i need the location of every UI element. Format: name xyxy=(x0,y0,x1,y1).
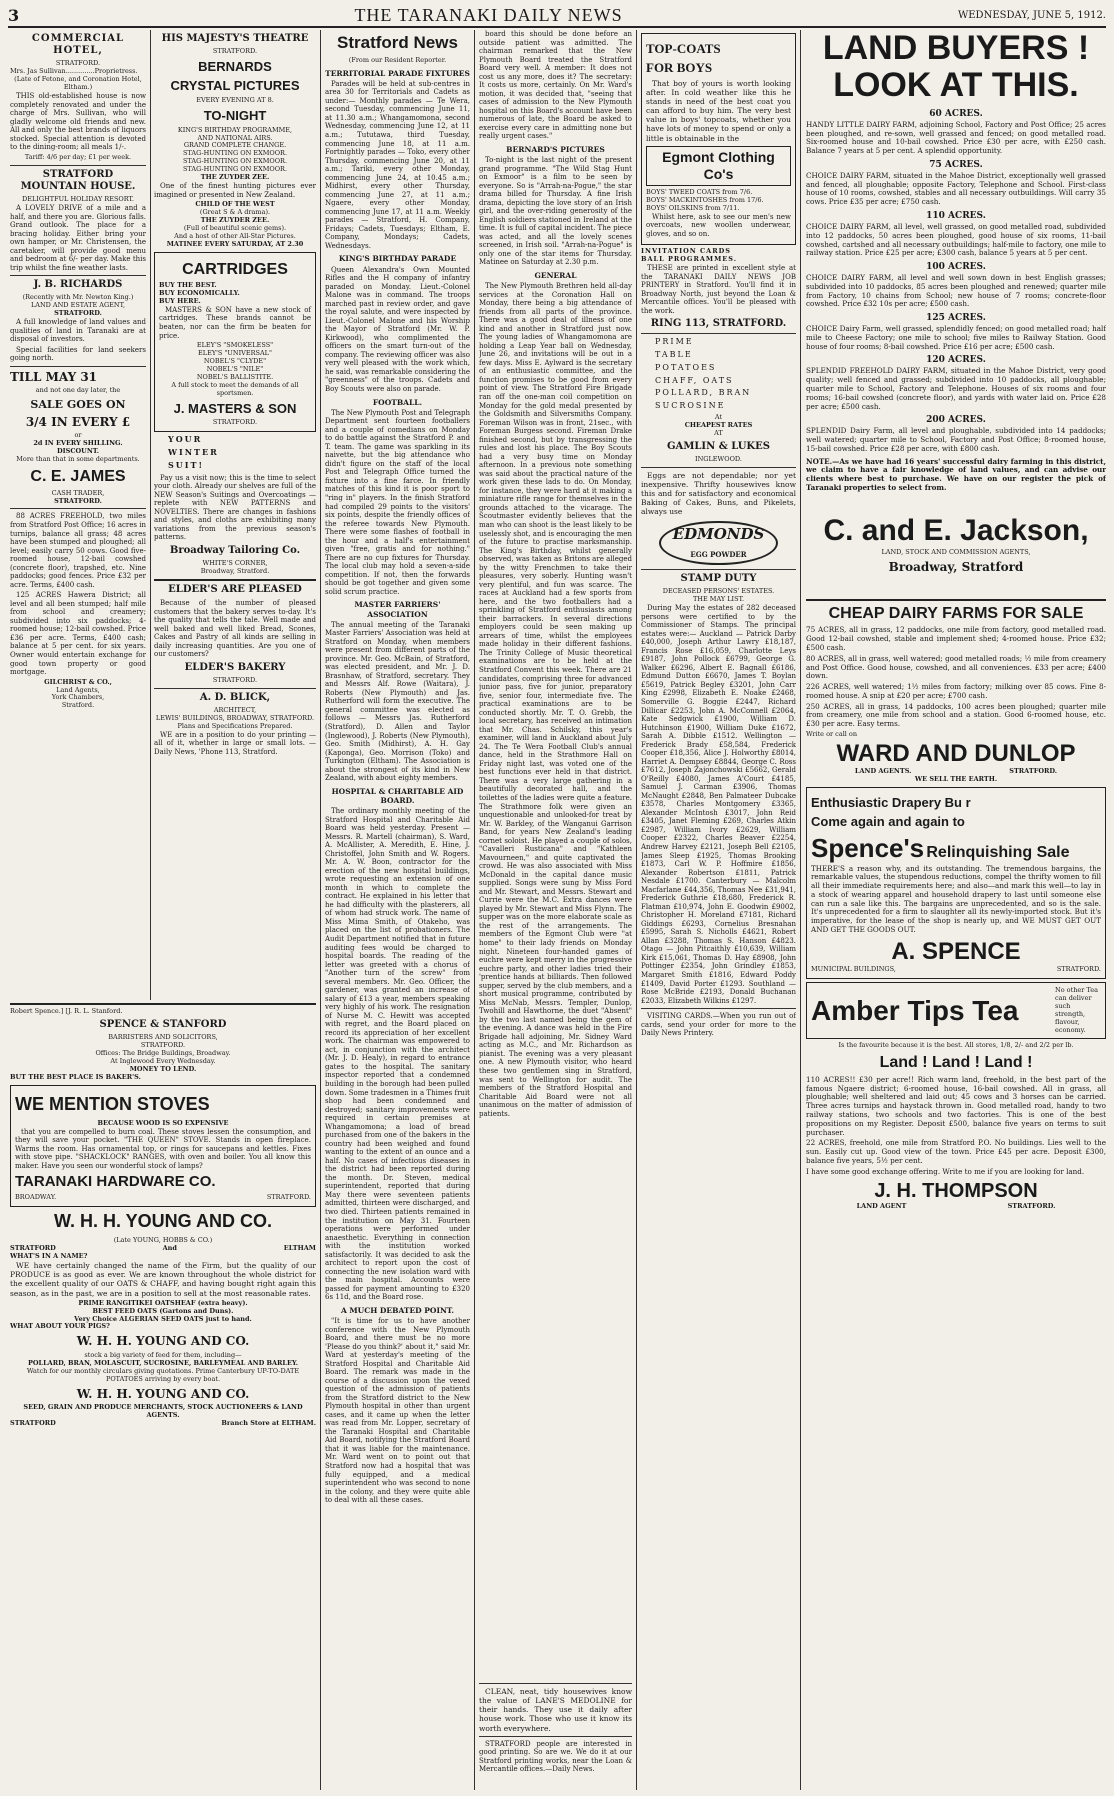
hardware-b: STRATFORD. xyxy=(266,1193,311,1202)
brand-3: NOBEL'S "NILE" xyxy=(206,364,264,373)
edmonds-a: EDMONDS xyxy=(672,524,765,543)
a-spence-address xyxy=(811,966,1101,974)
section-heading: GENERAL xyxy=(534,270,577,280)
host: And a host of other All-Star Pictures. xyxy=(174,231,296,240)
young-stock: stock a big variety of feed for them, including— xyxy=(84,1350,242,1359)
land-buyers: LAND BUYERS ! xyxy=(822,30,1090,67)
amber-tips: Amber Tips Tea xyxy=(811,994,1019,1026)
page-number: 3 xyxy=(8,5,20,25)
section-heading: TERRITORIAL PARADE FIXTURES xyxy=(325,68,470,78)
jackson-name: C. and E. Jackson, xyxy=(823,513,1089,547)
stamp-duty: STAMP DUTY xyxy=(680,573,757,585)
produce-at2: AT xyxy=(714,428,723,437)
mountain-body: A LOVELY DRIVE of a mile and a half, and there you are. Glorious falls. Grand outlook. The place for a bracing holiday. Either bring your own hamper, or Mr. Christensen, the caretaker, will provide good menu and bedroom at 6/- per day. Make this trip whilst the fine weather lasts. xyxy=(10,204,146,272)
farm-head: 75 ACRES. xyxy=(929,159,983,170)
cheap-item: 80 ACRES, all in grass, well watered; good metalled roads; ½ mile from creamery and Post Office. Good house, cowshed, and all conveniences. £33 per acre; £400 down. xyxy=(806,653,1106,681)
invitation-body: THESE are printed in excellent style at the TARANAKI DAILY NEWS JOB PRINTERY in Stratford. You'll find it in Broadway North, just beyond the Loan & Mercantile offices. You'll be pleased with the work. xyxy=(641,264,796,315)
aspence-b: STRATFORD. xyxy=(1056,965,1101,974)
section-heading: A MUCH DEBATED POINT. xyxy=(340,1305,455,1315)
column-rule xyxy=(150,30,151,1000)
gilchrist-addr: York Chambers, xyxy=(51,693,105,702)
column-1 xyxy=(10,30,146,995)
spence-place: STRATFORD. xyxy=(140,1041,186,1050)
stoves-body: that you are compelled to burn coal. These stoves lessen the consumption, and they will save your pocket. "THE QUEEN" STOVE. Stands in open fireplace. Warms the room. Has ornamental top, or rings for saucepans and kettles. Fixes with stove pipe. "SHACKLOCK" RANGES, with oven and boiler. You all know this maker. Have you seen our wonderful stock of lamps? xyxy=(15,1127,311,1170)
young-body: WE have certainly changed the name of the Firm, but the quality of our PRODUCE is as good as ever. We are known throughout the whole district for the excellent quality of our OATS & CHAFF, and having bought right again this season, as in the past, we are in a position to sell at the most reasonable rates. xyxy=(10,1261,316,1298)
visiting-cards: VISITING CARDS.—When you run out of cards, send your order for more to the Daily News Printery. xyxy=(641,1012,796,1038)
gilchrist-role: Land Agents, xyxy=(56,685,100,694)
farm-body: SPLENDID FREEHOLD DAIRY FARM, situated in the Mahoe District, very good quality; well fenced and grassed; subdivided into 10 paddocks, all ploughable; quarter mile to School, Factory and Telephone. Houses of six rooms and four rooms; 16-bail cowshed (concrete floor), and yards with water laid on. Price £28 per acre; £500 cash. xyxy=(806,366,1106,411)
divider xyxy=(806,599,1106,601)
ball-programmes: BALL PROGRAMMES. xyxy=(641,255,737,264)
masters-name: J. MASTERS & SON xyxy=(173,400,297,416)
richards-name: J. B. RICHARDS xyxy=(33,279,123,291)
buy-0: BUY THE BEST. xyxy=(159,281,217,290)
brand-2: NOBEL'S "CLYDE" xyxy=(203,356,267,365)
stoves-ad xyxy=(10,1085,316,1208)
winter-c: SUIT! xyxy=(168,459,204,470)
broadway-addr: WHITE'S CORNER, xyxy=(202,558,268,567)
amber-side: No other Tea can deliver such strength, flavour, economy. xyxy=(1055,985,1098,1034)
farm-body: CHOICE Dairy Farm, well grassed, splendidly fenced; on good metalled road; half mile to Cheese Factory; one mile to school; five miles to Railway Station. Good house of four rooms; 8-bail cowshed. Price £16 per acre; £500 cash. xyxy=(806,324,1106,351)
column-rule xyxy=(800,30,801,1790)
discount-or: or xyxy=(74,431,82,440)
spence-body: THERE'S a reason why, and its outstanding. The tremendous bargains, the remarkable values, the stupendous reductions, compel the thrifty women to fill all their immediate requirements here; and also—and mark this well—to lay in a stock of wearing apparel and household drapery to last until someone else can run a sale like this. The bargains are unprecedented, and so is the sale. It's unprecedented for a firm to slaughter all its newly-imported stock. But it's imperative, for the lease of the shop is nearly up, and WE MUST GET OUT AND GET THE GOODS OUT. xyxy=(811,863,1101,934)
masters-stock: A full stock to meet the demands of all sportsmen. xyxy=(171,380,299,397)
young-name2: W. H. H. YOUNG AND CO. xyxy=(76,1334,250,1349)
blick-name: A. D. BLICK, xyxy=(199,691,271,703)
article-paragraph: The New Plymouth Brethren held all-day services at the Coronation Hall on Monday, there being a big attendance of friends from all parts of the province. There was a good deal of illness of one kind and another in Stratford just now. The young ladies of Whangamomona are holding a Leap Year ball on Wednesday, June 26, and invitations will be out in a few days. Miss E. Aylward is the secretary of an enthusiastic committee, and the function promises to be good from every point of view. The Stratford Fire Brigade ran off the one-man coil competition on Monday for the gold medal presented by the Goldsmith and Silversmiths Company. Foreman Wilson was in front, 21sec., with Foreman Burgess second. Fireman Drake finished second, but by transgressing the rules and lost his place. The Boy Scouts had a very busy time on Monday afternoon. In a previous note something was said about the practical nature of the work given these lads to do. On Monday, for instance, they were hard at it making a miniature rifle range for themselves in the grounds attached to the vicarage. The Scoutmaster evidently believes that the man who can shoot is the least likely to be uselessly shot, and is encouraging the men of the future to practise marksmanship. The King's Birthday, whilst generally observed, was taken as Britons are alleged by the witty Frenchmen to take their pleasures, very soberly. Hunting wasn't very plentiful, and fun was scarce. The races at Auckland had a few sports from here, and the two footballers had a sprinkling of Stratford enthusiasts among their barrackers. In several directions employers could be seen making up arrears of time, whilst the employees made holiday in their different fashions. The Trinity College of Music theoretical examinations are to be held at the Stratford Convent this week. There are 21 candidates, comprising three for advanced junior pass, five for junior, preparatory five, senior four, intermediate five. The practical examinations are to be conducted shortly. Mr. T. O. Grebb, the local secretary, has received an intimation that Mr. Chas. Schilsky, this year's examiner, will land in Auckland about July 24. The Te Wera Football Club's annual dance, held in the Strathmore Hall on Friday night last, was voted one of the best functions ever held in that district. There was a very large gathering in a beautifully decorated hall, and the toilettes of the ladies were quite a feature. The Strathmore folk were given an unquestionable and unlooked-for treat by Mr. W. Barkley, of the Wanganui Garrison Band, for years New Zealand's leading cornet soloist. He played a couple of solos, "Cavalleri Rusticana" and "Kathleen Mavourneen," and quite captivated the crowd. He was also associated with Miss McDonald in the capital dance music supplied. Songs were sung by Miss Ford and Mr. Stewart, and Messrs. Stewart and Currie were the M.C. Extra dances were played by Mr. Stewart and Miss Flynn. The supper was on the more elaborate scale as the rest of the arrangements. The members of the Egmont Club were "at home" to their lady friends on Monday night. Nineteen four-handed games of euchre were kept merry in the progressive euchre party, and other ladies tried their 'prentice hands at billiards. Then followed supper, served by the club members, and a short musical programme, contributed by Miss McNab, Messrs. Templer, Dunlop, Twohill and Hawthorne, the duet "Absent" by the two last named being the gem of the evening. A dance was held in the Fire Brigade hall adjoining, Mr. Sidney Ward acting as M.C., and Mr. Richardson as pianist. The evening was a very pleasant one. A new Plymouth visitor, who heard these two gentlemen sing in Stratford, was sent to Wellington for audit. The members of the Stratford Hospital and Charitable Aid Board were not all unanimous on the matter of admission of patients. xyxy=(479,282,632,1118)
sell-earth: WE SELL THE EARTH. xyxy=(914,775,998,784)
young-where-a: STRATFORD xyxy=(10,1244,56,1253)
farm-head: 60 ACRES. xyxy=(929,108,983,119)
young-branch-a: STRATFORD xyxy=(10,1419,56,1428)
divider xyxy=(479,1736,632,1737)
article-paragraph: To-night is the last night of the present grand programme. "The Wild Stag Hunt on Exmoor" is a film to be seen by everyone. So is "Arrah-na-Pogue," the star drama billed for Thursday. A fine Irish drama, depicting the love story of an Irish girl, and the over-riding generosity of the English soldiers stationed in Ireland at the time. It is full of capital incident. The piece was acted, and all the lovely scenes screened, in Irish soil. "Arrah-na-Pogue" is only one of the star items for Thursday. Matinee on Saturday at 2.30 p.m. xyxy=(479,156,632,267)
tonight: TO-NIGHT xyxy=(203,107,267,123)
blick-addr: LEWIS' BUILDINGS, BROADWAY, STRATFORD. xyxy=(155,713,315,722)
watch-circulars: Watch for our monthly circulars giving quotations. Prime Canterbury UP-TO-DATE POTATOES arriving by every boat. xyxy=(26,1366,300,1383)
stamp-sub: DECEASED PERSONS' ESTATES. xyxy=(662,587,775,596)
farm-head: 100 ACRES. xyxy=(926,262,986,273)
masters-place: STRATFORD. xyxy=(212,418,258,427)
farm-head: 200 ACRES. xyxy=(926,415,986,426)
thompson-address xyxy=(806,1203,1106,1211)
farm-head: 110 ACRES. xyxy=(926,210,986,221)
divider xyxy=(154,579,316,581)
richards-place: STRATFORD. xyxy=(54,309,102,318)
spences: Spence's xyxy=(811,832,925,863)
spence-heading: Robert Spence.] [J. R. L. Stanford. xyxy=(10,1007,123,1015)
elder-body: Because of the number of pleased customers that the bakery serves to-day. It's the quality that tells the tale. Well made and well baked and well liked Bread, Scones, Cakes and Pastry of all kinds are selling in daily increasing quantities. Are you one of our customers? xyxy=(154,599,316,659)
spence-role: BARRISTERS AND SOLICITORS, xyxy=(108,1033,218,1042)
divider xyxy=(641,569,796,570)
ring-113: RING 113, STRATFORD. xyxy=(650,318,787,330)
hotel-late: (Late of Fetone, and Coronation Hotel, Eltham.) xyxy=(14,75,142,92)
may-title: TILL MAY 31 xyxy=(10,369,98,384)
divider xyxy=(641,467,796,468)
column-3 xyxy=(325,30,470,1790)
algerian-oats: Very Choice ALGERIAN SEED OATS just to hand. xyxy=(74,1314,252,1323)
whats-name: WHAT'S IN A NAME? xyxy=(10,1252,88,1261)
draper-b: Come again and again to xyxy=(811,813,965,829)
section-heading: MASTER FARRIERS' ASSOCIATION xyxy=(354,600,441,619)
article-paragraph: board this should be done before an outside patient was admitted. The chairman remarked that the New Plymouth Board treated the Stratford Board very well. A member: It does not cost us any more, does it? The secretary: It costs us more, certainly. On Mr. Ward's motion, it was decided that, "seeing that cases of admission to the New Plymouth hospital on this Board's account have been numerous of late, the Board be asked to exercise every care in admitting none but really urgent cases." xyxy=(479,30,632,141)
gamlin-lukes: GAMLIN & LUKES xyxy=(667,440,770,452)
article-paragraph: The New Plymouth Post and Telegraph Department sent fourteen footballers and a couple of comedians on Monday to do battle against the Stratford P. and T. team. The game was sparkling in its naivette, but the big attendance who didn't figure on the staff of the local Post and Telegraph Office turned the fixture into a fine farce. In friendly matches of this kind it is poor sport to "ring in" players. In the finish Stratford had compiled 29 points to the visitors' six points, despite the friendly offices of the referee towards New Plymouth. There were some flashes of football in the hour and a half's entertainment given "free, gratis and for nothing." There are no cup fixtures for Thursday. The local club may hold a seven-a-side competition. If not, then the forwards should be got together and given some solid scrum practice. xyxy=(325,408,470,596)
reporter: (From our Resident Reporter. xyxy=(348,55,447,64)
tonight-item-1: AND NATIONAL AIRS. xyxy=(197,133,273,142)
divider xyxy=(479,1683,632,1684)
draper-a: Enthusiastic Drapery Bu r xyxy=(811,795,971,811)
thompson-b: STRATFORD. xyxy=(1007,1201,1056,1210)
farm-body: CHOICE DAIRY FARM, situated in the Mahoe District, exceptionally well grassed and fenced, all ploughable; opposite Factory, Telephone and School. First-class house of 10 rooms, cowshed, stables and all necessary outbuildings. Will carry 35 cows. Price £35 per acre; £750 cash. xyxy=(806,170,1106,207)
broadway-place: Broadway, Stratford. xyxy=(200,566,270,575)
blick-plans: Plans and Specifications Prepared. xyxy=(177,721,293,730)
spence-headline xyxy=(811,833,1101,865)
cheapest-rates: CHEAPEST RATES xyxy=(684,420,753,429)
winter-body: Pay us a visit now; this is the time to select your cloth. Already our shelves are full of the NEW Season's Suitings and Overcoatings — replete with NEW PATTERNS and NOVELTIES. There are changes in fashions and styles, and cloths are exhibiting many variations from the previous season's patterns. xyxy=(154,473,316,542)
jackson-place: Broadway, Stratford xyxy=(888,560,1024,575)
divider xyxy=(154,688,316,689)
divider xyxy=(641,1008,796,1009)
prime-oats: PRIME RANGITIKEI OATSHEAF (extra heavy). xyxy=(78,1298,248,1307)
produce-4: POLLARD, BRAN xyxy=(655,388,752,398)
masthead xyxy=(8,4,1106,28)
divider xyxy=(10,366,146,367)
may-and: and not one day later, the xyxy=(35,386,121,395)
winter-b: WINTER xyxy=(168,447,219,458)
ward-dunlop: WARD AND DUNLOP xyxy=(836,739,1076,767)
column-5 xyxy=(641,30,796,1790)
section-heading: FOOTBALL. xyxy=(372,397,423,407)
spence-firm: SPENCE & STANFORD xyxy=(99,1018,227,1030)
relinquishing-sale: Relinquishing Sale xyxy=(926,843,1070,861)
stratford-people-ad: STRATFORD people are interested in good printing. So are we. We do it at our Stratford printing works, near the Loan & Mercantile offices.—Daily News. xyxy=(479,1739,632,1774)
hardware-name: TARANAKI HARDWARE CO. xyxy=(15,1173,216,1191)
spence-office: Offices: The Bridge Buildings, Broadway. xyxy=(95,1048,231,1057)
cartridges-title: CARTRIDGES xyxy=(182,260,288,278)
farm-body: CHOICE DAIRY FARM, all level, well grassed, on good metalled road, subdivided into 12 paddocks, 50 acres been ploughed, good house of six rooms, 11-bail cowshed, cartshed and all necessary outbuildings; half-mile to factory, one mile to railway station. Price £25 per acre; £300 cash, balance 5 years at 5 per cent. xyxy=(806,221,1106,258)
article-paragraph: The ordinary monthly meeting of the Stratford Hospital and Charitable Aid Board was held yesterday. Present — Messrs. R. Martell (chairman), S. Ward, A. McAllister, A. Meredith, E. Hine, J. Christoffel, John Smith and W. Rogers. Mr. A. W. Boon, contractor for the erection of the new hospital buildings, wrote requesting an extension of one month in which to complete the contract. He explained in his letter that he had difficulty with the plasterers, all of whom had struck work. The name of Miss Mima Smith, of Otakeho, was placed on the list of probationers. The Audit Department notified that in future auditing fees would be charged to hospital boards. The reading of the letter was greeted with a chorus of "Another turn of the screw" from several members. Mr. Geo. Officer, the gardener, was granted an increase of salary of £13 a year, members speaking very highly of his work. The resignation of Nurse M. C. Hewitt was accepted with regret, and the Board placed on record its appreciation of her excellent work. The chairman was empowered to act, in conjunction with the architect (Mr. J. D. Healy), in regard to entrance gates to the hospital. The sanitary inspector reported that a condemned building in the borough had been pulled down. Some tradesmen in a Thimes fruit shop had been condemned and destroyed; sanitary improvements were required in certain premises at Whangamomona; a load of bread purchased from one of the bakers in the country had been weighed and found wanting to the extent of an ounce and a half. No cases of infectious diseases in the district had been reported during the month. Dr. Steven, medical superintendent, reported that during May there were seventeen patients admitted, thirteen were discharged, and two died. Thirteen patients remained in the institution on May 31. Fourteen operations were performed under anaesthetic. Everything in connection with the institution worked satisfactorily. It was decided to ask the architect to report upon the cost of connecting the new isolation ward with the main hospital. Accounts were passed for payment amounting to £320 6s 11d, and the Board rose. xyxy=(325,807,470,1302)
divider xyxy=(641,333,796,334)
stamp-body: During May the estates of 282 deceased persons were certified to by the Commissioner of Stamps. The principal estates were:— Auckland — Patrick Darby £40,000, Joseph Arthur Lawry £18,187, Francis Rose £16,059, Charlotte Leys £9187, John Pollock £6799, George G. Walker £6296, Albert E. Bagnall £6186, Edmund Dutton £6670, James T. Boylan £5619, Patrick Begley £3201, John Carr King £2998, Elizabeth E. Noake £2468, Somerville G. Boggie £2447, Richard Dillicar £2253, John A. McConnell £2064, Kate Sedgwick £1900, William D. Hutchinson £1900, William Duke £1672, Sarah A. Dibble £1512. Wellington — Frederick Brady £58,584, Frederick Cooper £18,356, Alice J. Holworthy £8014, Harriet A. Dempsey £8844, George C. Ross £7612, Joseph Zajonchowski £5662, Gerald O'Reilly £4080, James A'Court £4185, Samuel J. Carman £3906, Thomas McNaught £2848, Ben Palmateer Dubcake £3578, Charles Montgomery £3365, Alexander McIntosh £3017, John Reid £3405, Janet Fleming £269, Charles Atkin £2987, William Ivory £2629, William Cooper £2322, Charles Beaver £2254, Andrew Harvey £2121, Joseph Bell £2105, James Sleep £1925, Thomas Brooking £1873, Carl W. P. Hoffmire £1856, Alexander Robertson £1811, Patrick Nesdale £1700. Canterbury — Malcolm Macfarlane £44,356, Thomas Nee £31,941, Frederick Guthrie £18,680, Frederick R. Flatman £10,974, John E. Goodwin £9002, Christopher H. Moreland £7181, Richard Giddings £6293, Cornelius Bresnahan £5995, Sarah S. Nicholls £4621, Robert Allan £3288, Thomas S. Hanson £4823. Otago — John Pitcaithly £10,639, William Kirk £15,061, Thomas D. Hay £8908, John Pottinger £2354, John Grindley £1853, Margaret Smith £1816, Edward Poddy £1409, David Porter £1293. Southland — Rose McBride £2193, Donald Buchanan £2033, Elizabeth Wilkins £1297. xyxy=(641,604,796,1005)
masters-body: MASTERS & SON have a new stock of cartridges. These brands cannot be beaten, nor can the firm be beaten for price. xyxy=(159,305,311,340)
discount-a: 3/4 IN EVERY £ xyxy=(25,414,131,429)
acres-22: 22 ACRES, freehold, one mile from Stratford P.O. No buildings. Lies well to the sun. Easily cut up. Good view of the town. Price £45 per acre. Deposit £300, balance five years, 5½ per cent. xyxy=(806,1138,1106,1165)
produce-5: SUCROSINE xyxy=(655,401,726,411)
divider xyxy=(10,165,146,166)
best-place: BUT THE BEST PLACE IS BAKER'S. xyxy=(10,1072,141,1081)
thompson-a: LAND AGENT xyxy=(856,1201,907,1210)
hotel-title: COMMERCIAL HOTEL, xyxy=(31,33,125,57)
newspaper-title: THE TARANAKI DAILY NEWS xyxy=(354,4,623,25)
blick-role: ARCHITECT, xyxy=(213,706,257,715)
cheap-item: 250 ACRES, all in grass, 14 paddocks, 100 acres been ploughed; quarter mile from creamery, one mile from school and a station. Good 6-roomed house, etc. £30 per acre. Easy terms. xyxy=(806,701,1106,729)
mountain-sub: DELIGHTFUL HOLIDAY RESORT. xyxy=(22,195,134,204)
produce-at: At xyxy=(714,412,723,421)
sale-goes-on: SALE GOES ON xyxy=(30,398,126,412)
discount-d: More than that in some departments. xyxy=(16,455,140,464)
column-6 xyxy=(806,30,1106,1790)
buy-1: BUY ECONOMICALLY. xyxy=(159,289,240,298)
divider xyxy=(10,508,146,509)
theatre-title: HIS MAJESTY'S THEATRE xyxy=(161,33,309,44)
zee: THE ZUYDER ZEE. xyxy=(200,215,270,224)
stoves-title: WE MENTION STOVES xyxy=(15,1093,210,1114)
inglewood: INGLEWOOD. xyxy=(695,454,742,463)
broadway-tailoring: Broadway Tailoring Co. xyxy=(169,544,301,556)
young-late: (Late YOUNG, HOBBS & CO.) xyxy=(113,1236,213,1245)
acres-110: 110 ACRES!! £30 per acre!! Rich warm land, freehold, in the best part of the famous Ngaere district; 6-roomed house, 16-bail cowshed. All in grass, all ploughable; well sheltered and laid out; 45 cows and 3 horses can be carried. Three acres turnips and haystack thrown in. Good metalled road, handy to two railway stations, two schools and two factories. This is one of the best propositions on my Register. Deposit £500, balance five years on terms to suit purchaser. xyxy=(806,1074,1106,1137)
spence-sale-ad xyxy=(806,787,1106,979)
brand-1: ELEY'S "UNIVERSAL" xyxy=(198,348,272,357)
column-4 xyxy=(479,30,632,1670)
farm-head: 125 ACRES. xyxy=(926,313,986,324)
hotel-tariff: Tariff: 4/6 per day; £1 per week. xyxy=(24,152,132,161)
bernards: BERNARDS xyxy=(198,59,272,75)
topcoats-ad xyxy=(641,33,796,245)
issue-date: WEDNESDAY, JUNE 5, 1912. xyxy=(957,9,1106,21)
exchange: I have some good exchange offering. Write to me if you are looking for land. xyxy=(806,1166,1085,1176)
farm-head: 120 ACRES. xyxy=(926,355,986,366)
young-where-b: And xyxy=(162,1244,177,1253)
aspence-a: MUNICIPAL BUILDINGS, xyxy=(811,965,896,974)
section-heading: HOSPITAL & CHARITABLE AID BOARD. xyxy=(331,786,464,805)
tonight-item-4: STAG-HUNTING ON EXMOOR. xyxy=(182,157,288,166)
section-heading: BERNARD'S PICTURES xyxy=(506,144,605,154)
column-rule xyxy=(320,30,321,1790)
article-paragraph: Parades will be held at sub-centres in area 30 for Territorials and Cadets as under:— Monthly parades — Te Wera, second Tuesday, commencing June 11, at 11.30 a.m.; Whangamomona, second Wednesday, commencing June 12, at 11 a.m.; Tututawa, third Tuesday, commencing June 18, at 11 a.m. Fortnightly parades — Toko, every other Thursday, commencing June 20, at 11 a.m.; Tariki, every other Monday, commencing June 24, at 10.45 a.m.; Midhirst, every other Thursday, commencing June 27, at 11 a.m.; Ngaere, every other Monday, commencing June 17, at 11 a.m. Weekly parades — Stratford, H. Company, Fridays; Cadets, Tuesdays; Eltham, E. Company, Mondays; Cadets, Wednesdays. xyxy=(325,79,470,250)
hardware-a: BROADWAY. xyxy=(15,1193,57,1202)
zuyder-zee: THE ZUYDER ZEE. xyxy=(200,173,270,182)
produce-list xyxy=(641,337,796,411)
winter-a: YOUR xyxy=(168,434,203,445)
eggs-body: Eggs are not dependable; nor yet inexpensive. Thrifty housewives know this and for satisfactory and economical Baking of Cakes, Buns, and Pikelets, always use xyxy=(641,470,796,517)
may-list: THE MAY LIST. xyxy=(692,595,745,604)
column-rule xyxy=(474,30,475,1790)
mountain-title: STRATFORD MOUNTAIN HOUSE. xyxy=(20,168,136,192)
produce-1: TABLE xyxy=(655,350,693,360)
cartridges-ad xyxy=(154,252,316,433)
every-evening: EVERY EVENING AT 8. xyxy=(196,95,274,104)
tonight-item-0: KING'S BIRTHDAY PROGRAMME, xyxy=(177,125,293,134)
a-spence: A. SPENCE xyxy=(891,937,1021,965)
buy-2: BUY HERE. xyxy=(159,297,201,306)
article-paragraph: The annual meeting of the Taranaki Master Farriers' Association was held at Stratford on Monday, when members were present from different parts of the province. Mr. Geo. McBain, of Stratford, was elected president, and Mr. J. D. Brasnhaw, of Stratford, secretary. They and Messrs Alf. Rowe (Waitara), J. Roberts (New Plymouth) and Jas. Rutherford will form the executive. The general committee was elected as follows — Messrs Jas. Rutherford (Stratford), D. Allen and Taylor (Inglewood), J. Roberts (New Plymouth), Geo. Smith (Midhirst), A. H. Gay (Kaponga), Geo. Morrison (Toko) and Turkington (Eltham). The Association is about the strongest of its kind in New Zealand, with about eighty members. xyxy=(325,620,470,783)
cheap-item: 226 ACRES, well watered; 1½ miles from factory; milking over 85 cows. Fine 8-roomed house. A snip at £20 per acre; £700 cash. xyxy=(806,682,1106,700)
brand-4: NOBEL'S BALLISTITE. xyxy=(196,372,274,381)
stoves-sub: BECAUSE WOOD IS SO EXPENSIVE xyxy=(97,1118,229,1127)
produce-2: POTATOES xyxy=(655,362,717,372)
young-branch-b: Branch Store at ELTHAM. xyxy=(221,1419,316,1428)
child-of-west: CHILD OF THE WEST xyxy=(195,200,275,209)
elder-name: ELDER'S BAKERY xyxy=(184,661,286,673)
tonight-body: One of the finest hunting pictures ever imagined or presented in New Zealand. xyxy=(154,182,316,199)
write-or-call: Write or call on xyxy=(806,730,858,739)
coat-2: BOYS' OILSKINS from 7/11. xyxy=(646,203,740,212)
cheap-item: 75 ACRES, all in grass, 12 paddocks, one mile from factory, good metalled road. Good 12-bail cowshed, stable and implement shed; 4-roomed house. Price £32; £500 cash. xyxy=(806,625,1106,652)
column-4-footer xyxy=(479,1680,632,1790)
winter-suit xyxy=(154,435,316,470)
zee-sub: (Full of beautiful scenic gems). xyxy=(183,223,287,232)
young-branch xyxy=(10,1420,316,1428)
child-sub: (Great S & A drama). xyxy=(199,208,271,217)
pollard-list: POLLARD, BRAN, MOLASCUIT, SUCROSINE, BARLEYMEAL AND BARLEY. xyxy=(27,1358,299,1367)
tonight-item-3: STAG-HUNTING ON EXMOOR. xyxy=(182,149,288,158)
pigs: WHAT ABOUT YOUR PIGS? xyxy=(10,1322,110,1331)
acres-88: 88 ACRES FREEHOLD, two miles from Stratford Post Office; 16 acres in turnips, balance all grass; 48 acres have been stumped and ploughed; all level; easily carry 50 cows. Good five-roomed house, 12-bail cowshed (concrete floor), trapshed, etc. Nine paddocks; good fences. Price £32 per acre. Terms, £400 cash. xyxy=(10,512,146,589)
farm-body: CHOICE DAIRY FARM, all level and well sown down in best English grasses; subdivided into 10 paddocks, 85 acres been ploughed and renewed; quarter mile from Factory, 10 chains from School; new house of 7 rooms; concrete-floor cowshed. Price £32 10s per acre; £500 cash. xyxy=(806,273,1106,309)
brand-0: ELEY'S "SMOKELESS" xyxy=(196,341,274,350)
lanes-ad: CLEAN, neat, tidy housewives know the value of LANE'S MEDOLINE for their hands. They use it daily after house work. Those who use it know its worth everywhere. xyxy=(479,1687,632,1733)
amber-line: Is the favourite because it is the best. All stores, 1/8, 2/- and 2/2 per lb. xyxy=(838,1041,1074,1050)
james-name: C. E. JAMES xyxy=(30,468,126,486)
spence-money: MONEY TO LEND. xyxy=(129,1064,197,1073)
elder-title: ELDER'S ARE PLEASED xyxy=(168,583,302,595)
produce-3: CHAFF, OATS xyxy=(655,375,734,385)
stratford-news-title: Stratford News xyxy=(337,33,458,52)
jackson-note: NOTE.—As we have had 16 years' successful dairy farming in this district, we claim to have a fair knowledge of land values, and can advise our clients where best to purchase. We have on our register the pick of Taranaki properties to select from. xyxy=(806,456,1106,492)
land-land: Land ! Land ! Land ! xyxy=(879,1054,1033,1072)
produce-0: PRIME xyxy=(655,337,694,347)
farm-body: HANDY LITTLE DAIRY FARM, adjoining School, Factory and Post Office; 25 acres been ploughed, and re-sown, well grassed and fenced; on good metalled road. Six-roomed house and 10-bail cowshed. Price £30 per acre, with £250 cash. Balance 7 years at 5 per cent. A splendid opportunity. xyxy=(806,119,1106,156)
jackson-role: LAND, STOCK AND COMMISSION AGENTS, xyxy=(881,548,1031,557)
topcoats-body: That boy of yours is worth looking after. In cold weather like this he stands in need of the best coat you can afford to buy him. The very best value in boys' topcoats, whether you have lots of money to spend or only a little is obtainable in the xyxy=(646,78,791,143)
topcoats-a: TOP-COATS xyxy=(646,41,721,56)
thompson-name: J. H. THOMPSON xyxy=(874,1179,1038,1202)
james-place: STRATFORD. xyxy=(54,496,102,505)
farm-body: SPLENDID Dairy Farm, all level and ploughable, subdivided into 14 paddocks; well watered; quarter mile to School, Factory and Post Office; 8-roomed house, 15-bail cowshed. Price £28 per acre, with £800 cash. xyxy=(806,426,1106,453)
edmonds-logo xyxy=(641,521,796,566)
young-role: SEED, GRAIN AND PRODUCE MERCHANTS, STOCK AUCTIONEERS & LAND AGENTS. xyxy=(23,1403,303,1420)
gilchrist-place: Stratford. xyxy=(61,701,95,710)
column-rule xyxy=(636,30,637,1790)
richards-role: LAND AND ESTATE AGENT, xyxy=(30,301,126,310)
young-where-c: ELTHAM xyxy=(283,1244,316,1253)
lower-left-block xyxy=(10,1000,316,1790)
topcoats-b: FOR BOYS xyxy=(646,59,713,75)
richards-sub: (Recently with Mr. Newton King.) xyxy=(22,293,134,302)
tonight-item-2: GRAND COMPLETE CHANGE. xyxy=(183,141,287,150)
theatre-place: STRATFORD. xyxy=(212,47,258,56)
hotel-body: THIS old-established house is now completely renovated and under the charge of Mrs. Sullivan, who will gladly welcome old friends and new. All and only the best brands of liquors stocked. Special attention is devoted to the dining-room; all meals 1/-. xyxy=(10,92,146,152)
invitation-cards: INVITATION CARDS xyxy=(641,247,731,256)
acres-125: 125 ACRES Hawera District; all level and all been stumped; half mile from school and creamery; subdivided into six paddocks; 4-roomed house; 12-bail cowshed. Price £36 per acre. Terms, £400 cash; balance at 5 per cent. for six years. Owner would entertain exchange for good town property or good mortgage. xyxy=(10,591,146,677)
coat-1: BOYS' MACKINTOSHES from 17/6. xyxy=(646,195,764,204)
spence-inglewood: At Inglewood Every Wednesday. xyxy=(110,1056,216,1065)
edmonds-b: EGG POWDER xyxy=(690,549,747,559)
matinee: MATINEE EVERY SATURDAY, AT 2.30 xyxy=(166,239,304,248)
hardware-address xyxy=(15,1194,311,1202)
james-role: CASH TRADER, xyxy=(51,488,105,497)
hotel-place: STRATFORD. xyxy=(55,59,101,68)
ward-a: LAND AGENTS. xyxy=(854,767,912,776)
article-paragraph: "It is time for us to have another conference with the New Plymouth Board, and there must be no more 'Please do you think?' about it," said Mr. Ward at yesterday's meeting of the Stratford Hospital and Charitable Aid Board. The remark was made in the course of a discussion upon the vexed question of the admission of patients from the Stratford district to the New Plymouth hospital in other than urgent cases, and it came up when the letter was read from Mr. Lopper, secretary of the Taranaki Hospital and Charitable Aid Board, notifying the Stratford Board that it was liable for the maintenance. Mr. Ward went on to point out that Stratford now had a hospital that was fully equipped, and a medical superintendent who was second to none in the colony, and they were quite able to deal with all these cases. xyxy=(325,1316,470,1505)
topcoats-note: Whilst here, ask to see our men's new overcoats, new woollen underwear, gloves, and so on. xyxy=(646,212,791,238)
discount-b: 2d IN EVERY SHILLING. xyxy=(33,439,123,448)
young-name: W. H. H. YOUNG AND CO. xyxy=(53,1211,272,1232)
richards-body: A full knowledge of land values and qualities of land in Taranaki are at disposal of investors. xyxy=(10,318,146,344)
feed-oats: BEST FEED OATS (Gartons and Duns). xyxy=(92,1306,234,1315)
coat-0: BOYS' TWEED COATS from 7/6. xyxy=(646,187,753,196)
blick-body: WE are in a position to do your printing — all of it, whether in large or small lots. — Daily News, 'Phone 113, Stratford. xyxy=(154,730,316,756)
ward-b: STRATFORD. xyxy=(1009,767,1058,776)
article-paragraph: Queen Alexandra's Own Mounted Rifles and the H company of infantry paraded on Monday. Lieut.-Colonel Malone was in command. The troops marched past in review order, and gave the royal salute, and were inspected by Lieut.-Colonel Malone and his Worship the Mayor of Stratford (Mr. W. P. Kirkwood), who complimented the officers on the smart turn-out of the company. The reviewing officer was also very well pleased with the work which, he said, was remarkable considering the "greenness" of the troops. Cadets and Boy Scouts were also on parade. xyxy=(325,265,470,393)
hotel-proprietor: Mrs. Jas Sullivan..............Proprietress. xyxy=(10,67,138,76)
divider xyxy=(10,275,146,276)
elder-place: STRATFORD. xyxy=(212,675,258,684)
crystal-pictures: CRYSTAL PICTURES xyxy=(170,77,300,93)
amber-tips-ad xyxy=(806,982,1106,1040)
richards-note: Special facilities for land seekers going north. xyxy=(10,345,146,363)
young-name3: W. H. H. YOUNG AND CO. xyxy=(76,1386,250,1401)
egmont-clothing: Egmont Clothing Co's xyxy=(646,146,791,186)
tonight-item-5: STAG-HUNTING ON EXMOOR. xyxy=(182,165,288,174)
discount-c: DISCOUNT. xyxy=(56,447,100,456)
section-heading: KING'S BIRTHDAY PARADE xyxy=(338,254,457,264)
gilchrist-name: GILCHRIST & CO., xyxy=(44,677,112,686)
cheap-dairy-farms: CHEAP DAIRY FARMS FOR SALE xyxy=(828,604,1084,622)
look-at-this: LOOK AT THIS. xyxy=(833,66,1079,105)
edmonds-badge xyxy=(659,521,779,566)
divider xyxy=(10,1003,316,1005)
column-2 xyxy=(154,30,316,995)
